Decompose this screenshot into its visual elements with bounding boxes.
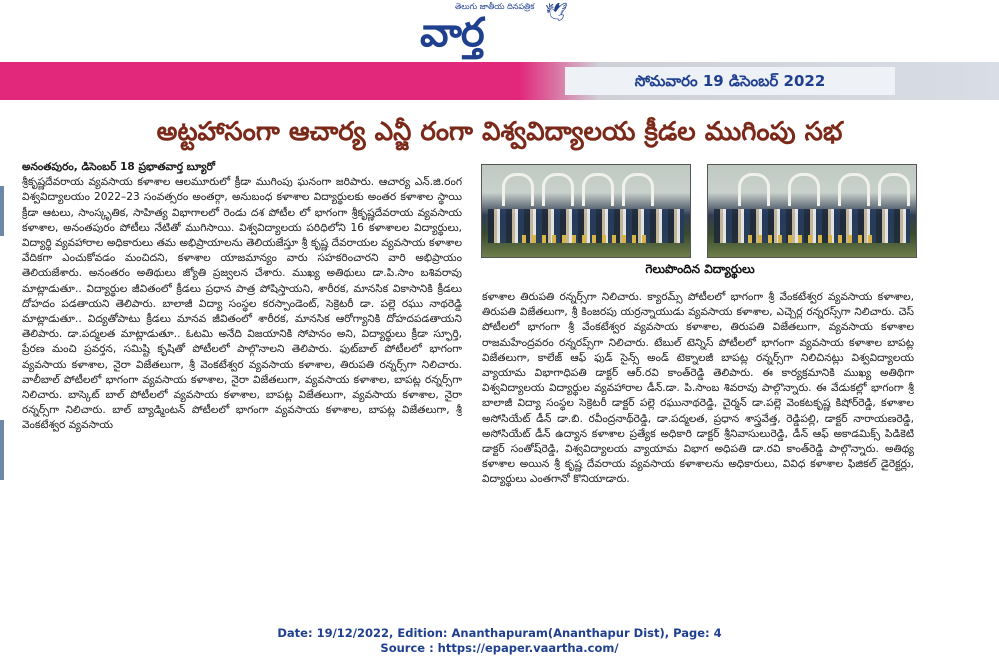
group-photo-winners-2 (707, 164, 917, 258)
article-column-right (482, 290, 914, 608)
article-body-right: కళాశాల తిరుపతి రన్నర్స్‌గా నిలిచారు. క్యారమ్స్ పోటీలలో భాగంగా శ్రీ వేంకటేశ్వర వ్యవసాయ కళాశాల, తిరుపతి విజేతలుగా, శ్రీ కింజరపు యర్రన్నాయుడు వ్యవసాయ కళాశాల, ఎచ్చెర్ల రన్నరస్స్‌గా నిలిచారు. చెస్ పోటీలలో భాగంగా శ్రీ వేంకటేశ్వర వ్యవసాయ కళాశాల, తిరుపతి విజేతలుగా, వ్యవసాయ కళాశాల రాజమహేంద్రవరం రన్నరప్స్‌గా నిలిచారు. టేబుల్ టెన్నిస్ పోటీలలో భాగంగా వ్యవసాయ కళాశాల బాపట్ల విజేతలుగా, కాలేజ్ ఆఫ్ ఫుడ్ సైన్స్ అండ్ టెక్నాలజీ బాపట్ల రన్నర్స్‌గా నిలిచినట్లు విశ్వవిద్యాలయ వ్యాయామ విభాగాధిపతి డాక్టర్ ఆర్.రవి కాంత్‌రెడ్డి తెలిపారు. ఈ కార్యక్రమానికి ముఖ్య అతిథిగా విశ్వవిద్యాలయ విద్యార్థుల వ్యవహారాల డీన్.డా. పి.సాంబ శివరావు పాల్గొన్నారు. ఈ వేడుకల్లో భాగంగా శ్రీ బాలాజీ విద్యా సంస్థల సెక్రెటరీ డాక్టర్ పల్లె రఘునాథరెడ్డి, చైర్మన్ డా.పల్లె వెంకటకృష్ణ కిషోర్‌రెడ్డి, కళాశాల అసోసియేట్ డీన్ డా.బి. రవీంద్రనాథ్‌రెడ్డి, డా.పద్మలత, ప్రధాన శాస్త్రవేత్త, రెడ్డిపల్లి, డాక్టర్ నారాయణరెడ్డి, అసోసియేట్ డీన్ ఉద్యాన కళాశాల ప్రత్యేక అధికారి డాక్టర్ శ్రీనివాసులురెడ్డి, డీన్ ఆఫ్ అకాడమిక్స్ పిడికెటి డాక్టర్ సంతోష్‌రెడ్డి, విశ్వవిద్యాలయ వ్యాయామ విభాగ అధిపతి డా.రవి కాంత్‌రెడ్డి పాల్గొన్నారు. అతిథ్య కళాశాల అయిన శ్రీ కృష్ణ దేవరాయ వ్యవసాయ కళాశాలను అధికారులు, వివిధ కళాశాల ఫిజికల్ డైరెక్టర్లు, విద్యార్థులు ఎంతగానో కొనియాడారు. (482, 291, 914, 486)
vaartha-logo: వార్త (420, 10, 484, 56)
dove-icon: 🕊 (545, 2, 568, 23)
source-link[interactable]: Source : https://epaper.vaartha.com/ (380, 641, 619, 655)
issue-date: సోమవారం 19 డిసెంబర్ 2022 (565, 67, 895, 95)
edition-info: Date: 19/12/2022, Edition: Ananthapuram(Ananthapur Dist), Page: 4 (277, 626, 722, 640)
article-column-left (22, 160, 462, 608)
masthead (0, 0, 999, 62)
masthead-tagline: తెలుగు జాతీయ దినపత్రిక (455, 2, 535, 11)
photo-caption: గెలుపొందిన విద్యార్థులు (645, 262, 755, 276)
article-body-left: శ్రీకృష్ణదేవరాయ వ్యవసాయ కళాశాల ఆలమూరులో క్రీడా ముగింపు ఘనంగా జరిపారు. ఆచార్య ఎన్.జి.రంగ విశ్వవిద్యాలయం 2022–23 సంవత్సరం అంతర్గా, అనుబంధ కళాశాల విద్యార్థులకు అంతర కళాశాల స్థాయి క్రీడా ఆటలు, సాంస్కృతిక, సాహిత్య విభాగాలలో రెండు దశ పోటీల లో భాగంగా శ్రీకృష్ణదేవరాయ వ్యవసాయ కళాశాల, అనంతపురం పోటీలు నేటితో ముగిసాయి. విశ్వవిద్యాలయ పరిధిలోని 16 కళాశాలల విద్యార్థులు, విద్యార్థి వ్యవహారాల అధికారులు తమ అభిప్రాయాలను తెలియజేస్తూ శ్రీ కృష్ణ దేవరాయల వ్యవసాయ కళాశాల వేదికగా ఎంచుకోవడం మంచిదని, కళాశాల యాజమాన్యం వారు సహకరించారని వారి అభిప్రాయం తెలియజేశారు. అనంతరం అతిథులు జ్యోతి ప్రజ్వలన చేశారు. ముఖ్య అతిథులు డా.పి.సాం బశివరావు మాట్లాడుతూ.. విద్యార్థుల జీవితంలో క్రీడలు ప్రధాన పాత్ర పోషిస్తాయని, శారీరక, మానసిక వికాసానికి క్రీడలు దోహదం పడతాయని తెలిపారు. బాలాజీ విద్యా సంస్థల కరస్పాండెంట్, సెక్రెటరీ డా. పల్లె రఘు నాథరెడ్డి మాట్లాడుతూ.. విద్యతోపాటు క్రీడలు మానవ జీవితంలో శారీరక, మానసిక ఆరోగ్యానికి దోహదపడతాయని తెలిపారు. డా.పద్మలత మాట్లాడుతూ.. ఓటమి అనేది విజయానికి సోపానం అని, విద్యార్థులు క్రీడా స్ఫూర్తి, ప్రేరణ మంచి ప్రవర్తన, సమిష్టి కృషితో పోటీలలో పాల్గొనాలని తెలిపారు. ఫుట్‌బాల్ పోటీలలో భాగంగా వ్యవసాయ కళాశాల, నైరా విజేతలుగా, శ్రీ వెంకటేశ్వర వ్యవసాయ కళాశాల, తిరుపతి రన్నర్స్‌గా నిలిచారు. వాలీబాల్ పోటీలలో భాగంగా వ్యవసాయ కళాశాల, నైరా విజేతలుగా, వ్యవసాయ కళాశాల, బాపట్ల రన్నర్స్‌గా నిలిచారు. బాస్కెట్ బాల్ పోటీలలో వ్యవసాయ కళాశాల, బాపట్ల విజేతలుగా, వ్యవసాయ కళాశాల, నైరా రన్నర్స్‌గా నిలిచారు. బాల్ బ్యాడ్మింటన్ పోటీలలో భాగంగా వ్యవసాయ కళాశాల, బాపట్ల విజేతలుగా, శ్రీ వెంకటేశ్వర వ్యవసాయ (22, 176, 462, 432)
group-photo-winners-1 (481, 164, 691, 258)
article-byline: అనంతపురం, డిసెంబర్ 18 ప్రభాతవార్త బ్యూరో (22, 161, 216, 173)
article-headline: అట్టహాసంగా ఆచార్య ఎన్జీ రంగా విశ్వవిద్యాలయ క్రీడల ముగింపు సభ (156, 117, 843, 147)
left-edge-mark (0, 186, 4, 236)
left-edge-mark (0, 420, 4, 480)
